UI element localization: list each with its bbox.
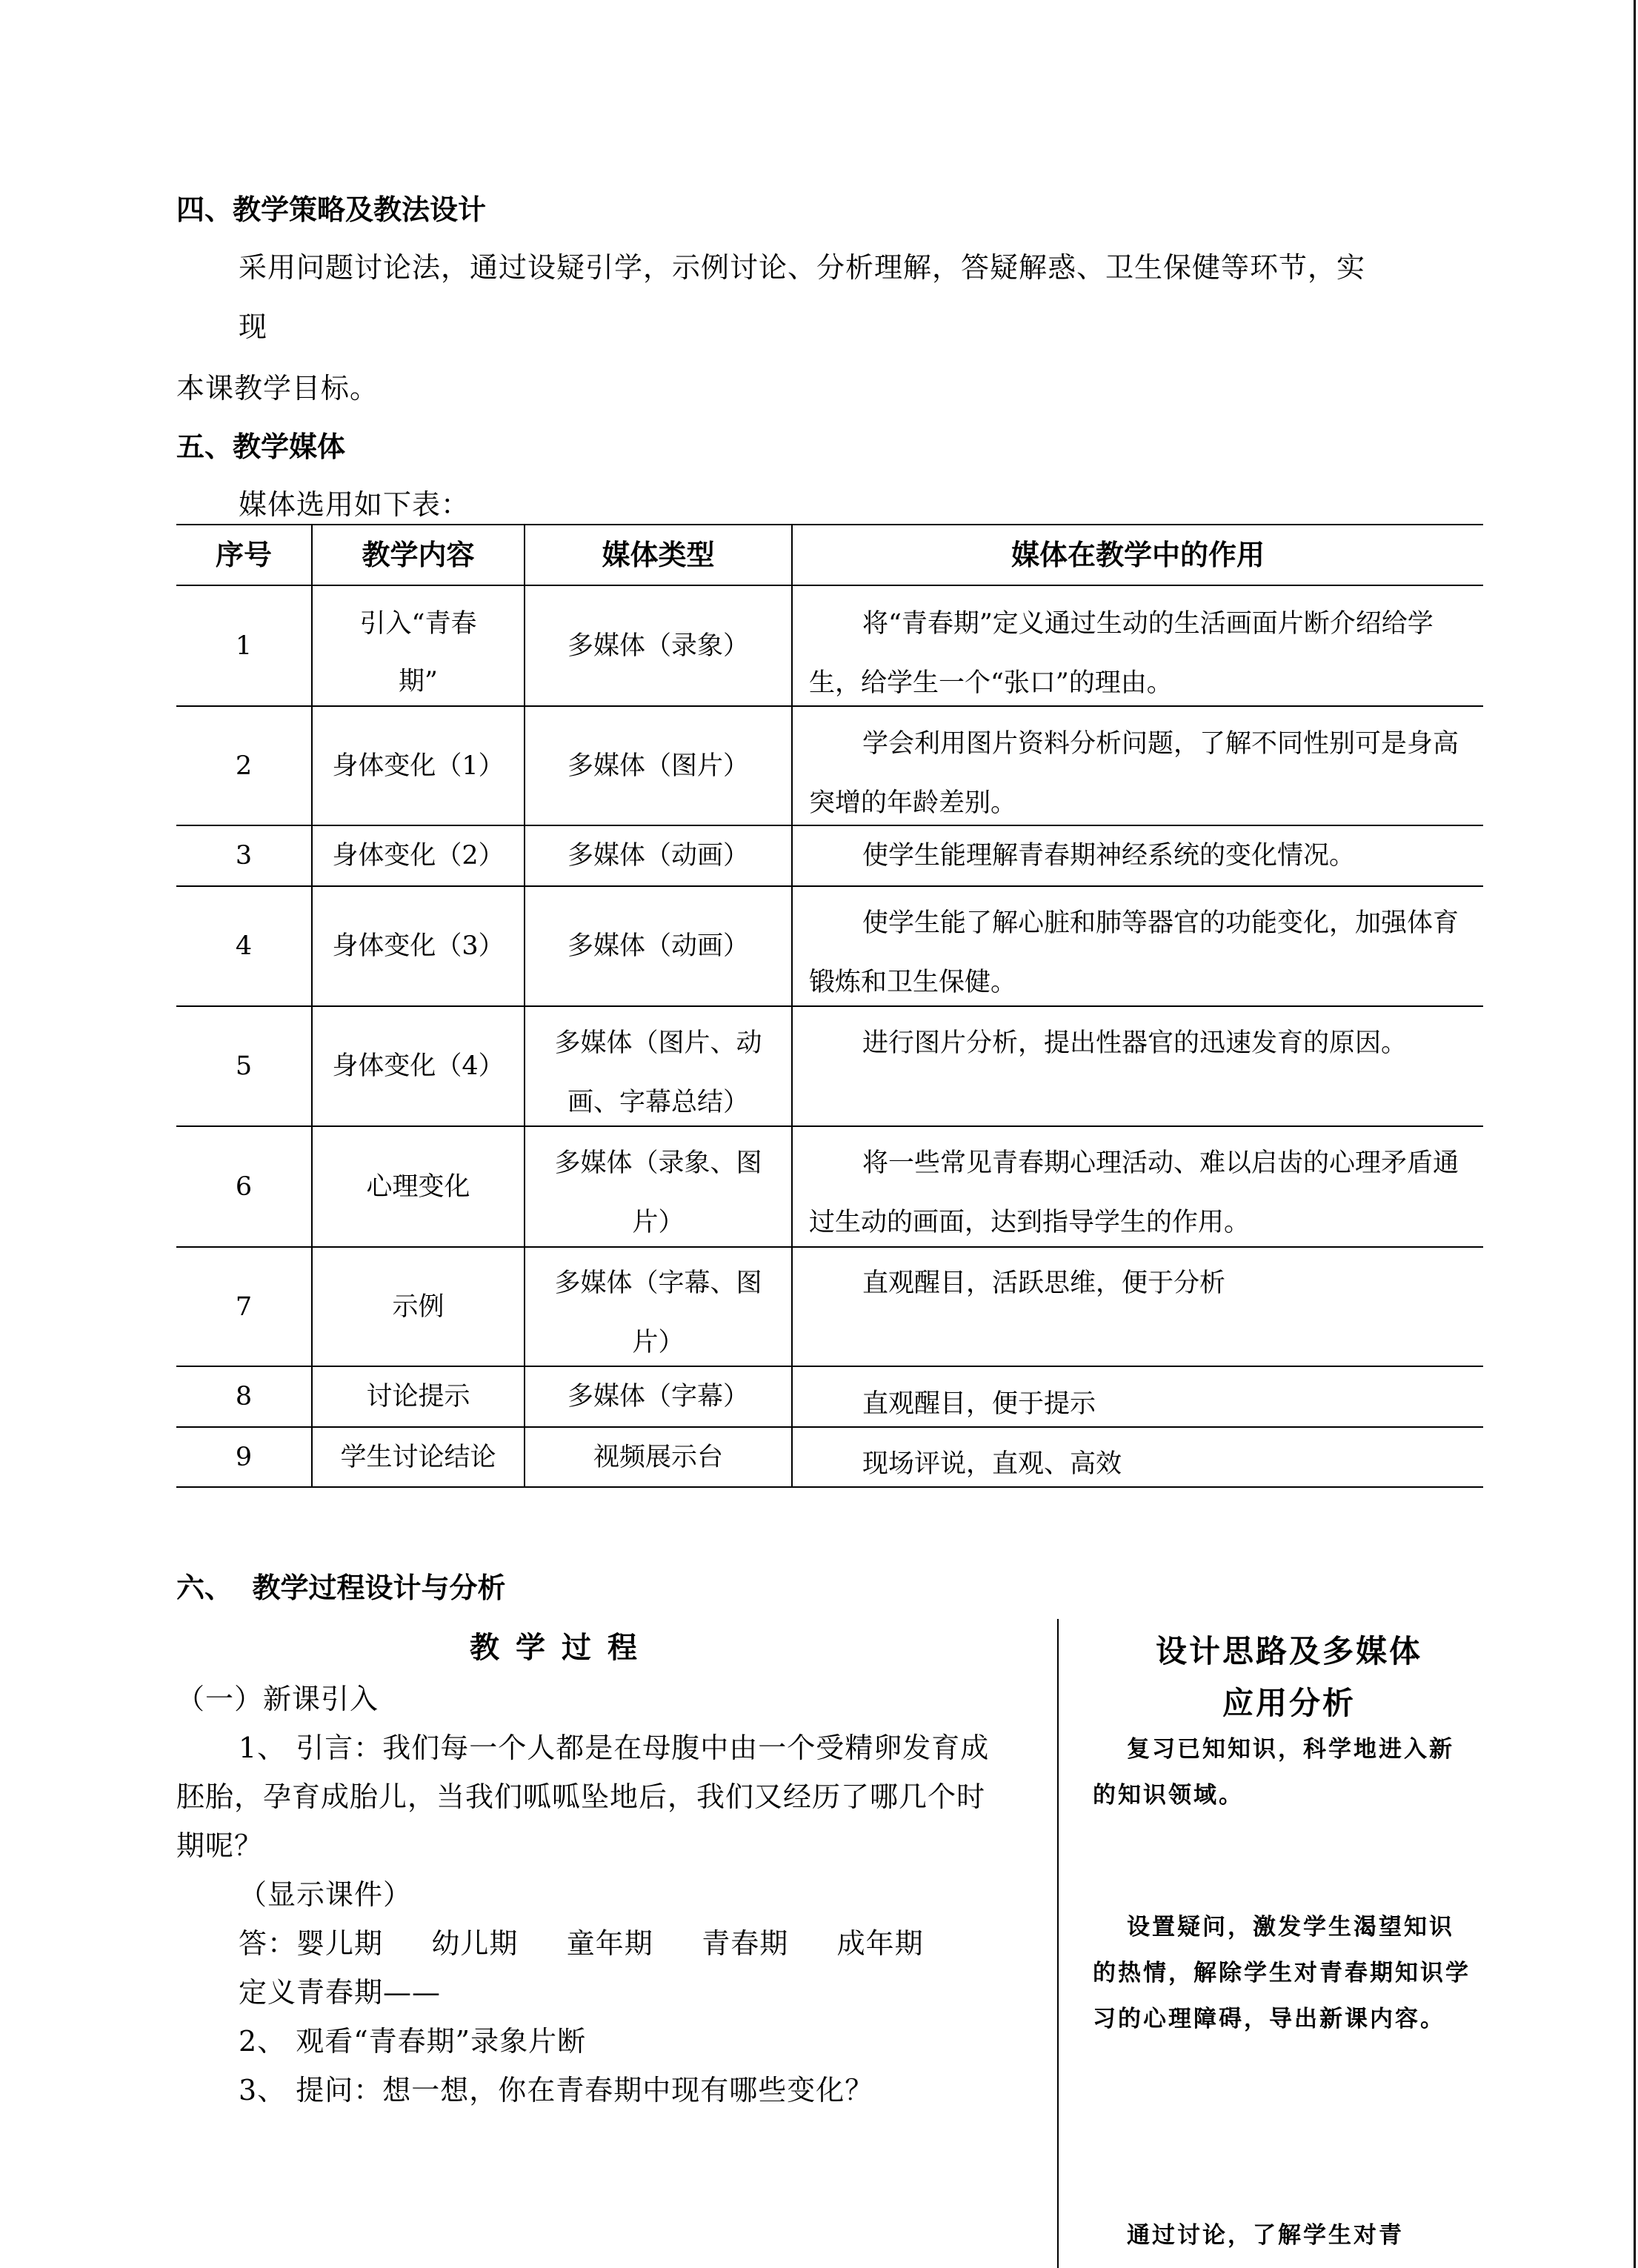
media-table-intro: 媒体选用如下表： — [239, 488, 470, 521]
table-row-6-no: 6 — [235, 1171, 253, 1202]
table-row-6-media-line2: 片） — [632, 1208, 685, 1237]
table-row-4-media: 多媒体（动画） — [567, 931, 749, 961]
table-row-7-media-line2: 片） — [632, 1328, 685, 1357]
process-item3: 3、 提问：想一想，你在青春期中现有哪些变化？ — [239, 2074, 874, 2106]
table-row-8-media: 多媒体（字幕） — [567, 1382, 749, 1411]
table-row-4-role: 使学生能了解心脏和肺等器官的功能变化，加强体育锻炼和卫生保健。 — [809, 908, 1459, 997]
table-row-6-content: 心理变化 — [366, 1171, 470, 1202]
table-row-5-no: 5 — [235, 1051, 253, 1081]
table-row-2-content: 身体变化（1） — [332, 751, 505, 781]
table-row-6-role: 将一些常见青春期心理活动、难以启齿的心理矛盾通过生动的画面，达到指导学生的作用。 — [809, 1148, 1459, 1237]
process-subsection-intro: （一）新课引入 — [176, 1683, 379, 1715]
table-row-9-role: 现场评说，直观、高效 — [862, 1449, 1122, 1479]
table-row-9-media: 视频展示台 — [593, 1442, 723, 1472]
table-row-2-no: 2 — [235, 751, 253, 781]
process-item1-line3: 期呢？ — [176, 1829, 264, 1862]
table-row-6-media-line1: 多媒体（录象、图 — [554, 1148, 762, 1178]
process-item1-line1: 1、 引言：我们每一个人都是在母腹中由一个受精卵发育成 — [239, 1732, 990, 1764]
table-row-1-no: 1 — [235, 631, 253, 661]
analysis-paragraph-1: 复习已知知识，科学地进入新的知识领域。 — [1093, 1736, 1454, 1809]
table-row-3-media: 多媒体（动画） — [567, 841, 749, 871]
table-row-1-role: 将“青春期”定义通过生动的生活画面片断介绍给学生，给学生一个“张口”的理由。 — [809, 609, 1434, 698]
process-title: 教学过程 — [470, 1631, 653, 1665]
table-row-3-no: 3 — [235, 841, 253, 871]
process-show-courseware: （显示课件） — [239, 1878, 413, 1911]
table-header-content: 教学内容 — [362, 539, 475, 571]
table-row-1-content-line1: 引入“青春 — [359, 609, 477, 639]
table-row-9-no: 9 — [235, 1442, 253, 1472]
process-item1-line2: 胚胎，孕育成胎儿，当我们呱呱坠地后，我们又经历了哪几个时 — [176, 1780, 986, 1813]
process-item2: 2、 观看“青春期”录象片断 — [239, 2025, 587, 2058]
table-row-5-role: 进行图片分析，提出性器官的迅速发育的原因。 — [862, 1028, 1408, 1058]
section4-paragraph-line3: 本课教学目标。 — [176, 372, 379, 405]
analysis-paragraph-2: 设置疑问，激发学生渴望知识的热情，解除学生对青春期知识学习的心理障碍，导出新课内容。 — [1093, 1914, 1471, 2032]
section4-heading: 四、教学策略及教法设计 — [176, 193, 487, 226]
process-answer: 答：婴儿期 幼儿期 童年期 青春期 成年期 — [239, 1927, 924, 1960]
table-row-7-no: 7 — [235, 1291, 253, 1322]
table-row-5-media-line1: 多媒体（图片、动 — [554, 1028, 762, 1058]
analysis-title-line2: 应用分析 — [1222, 1685, 1356, 1721]
table-row-4-no: 4 — [235, 931, 253, 961]
table-row-2-media: 多媒体（图片） — [567, 751, 749, 781]
table-row-9-content: 学生讨论结论 — [340, 1442, 496, 1472]
table-row-3-role: 使学生能理解青春期神经系统的变化情况。 — [862, 841, 1356, 871]
table-row-7-content: 示例 — [392, 1291, 445, 1322]
table-row-7-media-line1: 多媒体（字幕、图 — [554, 1268, 762, 1298]
section4-paragraph-line1: 采用问题讨论法，通过设疑引学，示例讨论、分析理解，答疑解惑、卫生保健等环节，实 — [239, 251, 1366, 284]
table-header-media: 媒体类型 — [602, 539, 715, 571]
table-row-8-no: 8 — [235, 1382, 253, 1411]
table-row-2-role: 学会利用图片资料分析问题，了解不同性别可是身高突增的年龄差别。 — [809, 729, 1459, 818]
table-row-8-content: 讨论提示 — [366, 1382, 470, 1411]
table-row-7-role: 直观醒目，活跃思维，便于分析 — [862, 1268, 1226, 1298]
table-row-1-media: 多媒体（录象） — [567, 631, 749, 661]
table-row-5-content: 身体变化（4） — [332, 1051, 505, 1081]
section5-heading: 五、教学媒体 — [176, 430, 346, 463]
table-row-5-media-line2: 画、字幕总结） — [567, 1088, 749, 1117]
page-right-border — [1634, 0, 1636, 2268]
table-row-4-content: 身体变化（3） — [332, 931, 505, 961]
analysis-paragraph-3: 通过讨论，了解学生对青 — [1127, 2222, 1404, 2249]
process-define: 定义青春期—— — [239, 1976, 442, 2009]
analysis-title-line1: 设计思路及多媒体 — [1155, 1633, 1422, 1669]
table-row-8-role: 直观醒目，便于提示 — [862, 1389, 1096, 1419]
table-header-no: 序号 — [215, 539, 272, 571]
process-column-divider — [1057, 1619, 1059, 2268]
table-header-role: 媒体在教学中的作用 — [1011, 539, 1265, 571]
section4-paragraph-line2: 现 — [239, 310, 268, 343]
section6-heading: 六、 教学过程设计与分析 — [176, 1572, 506, 1604]
table-row-3-content: 身体变化（2） — [332, 841, 505, 871]
table-row-1-content-line2: 期” — [399, 667, 438, 696]
